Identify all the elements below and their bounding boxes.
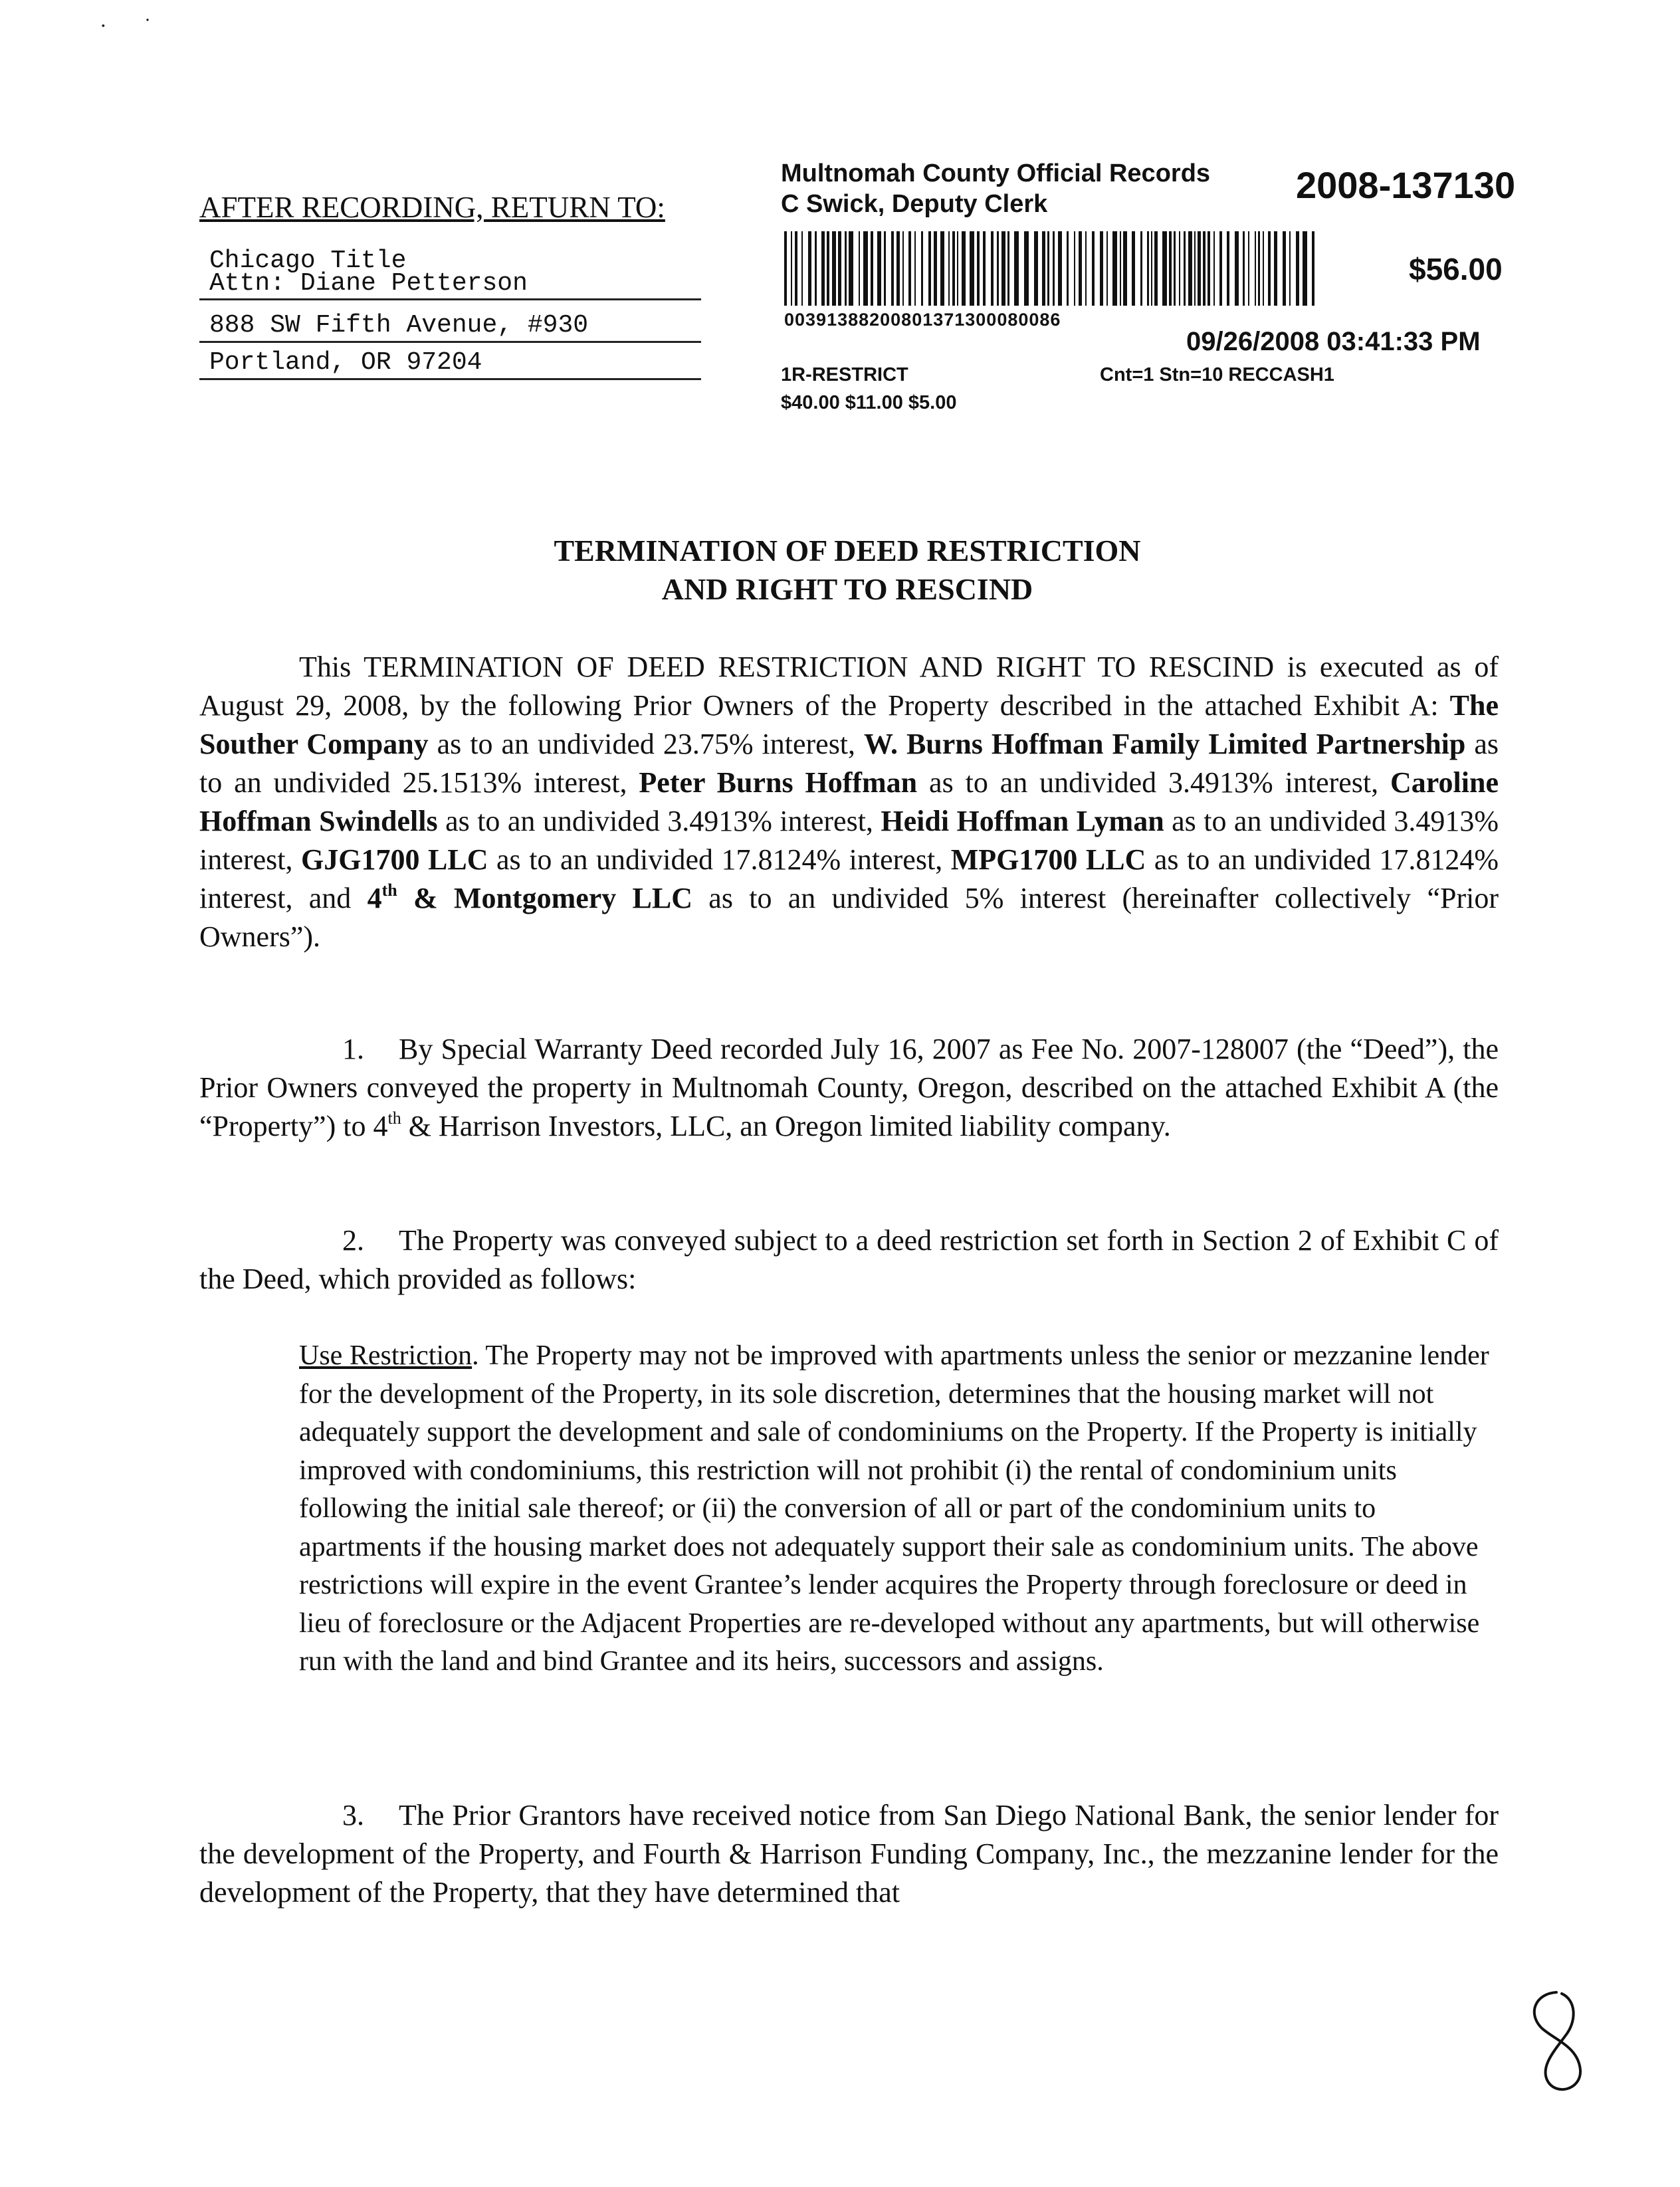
barcode-bar: [921, 231, 923, 306]
barcode-bar: [877, 231, 881, 306]
barcode-number: 00391388200801371300080086: [784, 310, 1061, 330]
barcode-bar: [845, 231, 847, 306]
paragraph-3-number: 3.: [342, 1799, 364, 1831]
barcode-bar: [1268, 231, 1271, 306]
barcode-bar: [997, 231, 999, 306]
barcode-bar: [1174, 231, 1176, 306]
barcode-bar: [871, 231, 873, 306]
barcode-bar: [791, 231, 792, 306]
barcode-bar: [1289, 231, 1291, 306]
use-restriction-heading: Use Restriction: [299, 1340, 472, 1371]
barcode-bar: [1203, 231, 1206, 306]
fee-total: $56.00: [1409, 252, 1503, 286]
paragraph-2: 2. The Property was conveyed subject to a deed restriction set forth in Section 2 of Exhibit C of the Deed, which provided as follows:: [199, 1221, 1499, 1299]
barcode-bar: [838, 231, 841, 306]
barcode-bar: [1194, 231, 1196, 306]
barcode-bar: [1208, 231, 1210, 306]
barcode-bar: [1283, 231, 1286, 306]
owner-2: W. Burns Hoffman Family Limited Partnership: [864, 728, 1466, 760]
barcode-bar: [1198, 231, 1201, 306]
use-restriction-quote: Use Restriction. The Property may not be improved with apartments unless the senior or mezzanine lender for the development of the Property, in its sole discretion, determines that the housing market will not adequately support the development and sale of condominiums on the Property. If the Property is initially improved with condominiums, this restriction will not prohibit (i) the rental of condominium units following the initial sale thereof; or (ii) the conversion of all or part of the condominium units to apartments if the housing market does not adequately support their sale as condominium units. The above restrictions will expire in the event Grantee’s lender acquires the Property through foreclosure or deed in lieu of foreclosure or the Adjacent Properties are re-developed without any apartments, but will otherwise run with the land and bind Grantee and its heirs, successors and assigns.: [299, 1340, 1489, 1677]
barcode-bar: [1258, 231, 1260, 306]
barcode-bar: [902, 231, 904, 306]
barcode-bar: [1169, 231, 1172, 306]
barcode-bar: [977, 231, 980, 306]
barcode-bar: [1047, 231, 1049, 306]
barcode-bar: [1085, 231, 1087, 306]
owner-7: MPG1700 LLC: [950, 843, 1146, 876]
barcode-bar: [1255, 231, 1256, 306]
owner-8: 4th & Montgomery LLC: [367, 881, 693, 914]
title-line-2: AND RIGHT TO RESCIND: [661, 572, 1033, 606]
barcode-bar: [1074, 231, 1075, 306]
barcode-bar: [1042, 231, 1045, 306]
barcode-bar: [896, 231, 900, 306]
barcode-bar: [952, 231, 955, 306]
barcode-bar: [884, 231, 886, 306]
owner-1: The Souther Company: [199, 689, 1499, 760]
barcode-bar: [1132, 231, 1135, 306]
owner-3: Peter Burns Hoffman: [639, 766, 918, 799]
barcode-bar: [1147, 231, 1149, 306]
barcode-bar: [970, 231, 974, 306]
paragraph-2-number: 2.: [342, 1224, 364, 1257]
barcode-bar: [849, 231, 853, 306]
owner-5: Heidi Hoffman Lyman: [881, 805, 1164, 837]
clerk-line: C Swick, Deputy Clerk: [781, 190, 1048, 218]
barcode-bar: [1001, 231, 1005, 306]
barcode-bar: [1024, 231, 1029, 306]
barcode-bar: [801, 231, 803, 306]
barcode-bar: [940, 231, 944, 306]
barcode-bar: [821, 231, 825, 306]
barcode-bar: [1188, 231, 1192, 306]
barcode-bar: [784, 231, 787, 306]
fees-breakdown: $40.00 $11.00 $5.00: [781, 392, 957, 413]
barcode-bar: [859, 231, 860, 306]
barcode-bar: [891, 231, 894, 306]
paragraph-1: 1. By Special Warranty Deed recorded July 16, 2007 as Fee No. 2007-128007 (the “Deed”), the Prior Owners conveyed the property in Multnomah County, Oregon, described on the attached Exhibit A (the “Property”) to 4th & Harrison Investors, LLC, an Oregon limited liability company.: [199, 1030, 1499, 1146]
barcode-bar: [1219, 231, 1222, 306]
recording-timestamp: 09/26/2008 03:41:33 PM: [1186, 327, 1481, 356]
barcode-bar: [1123, 231, 1127, 306]
barcode-bar: [934, 231, 937, 306]
barcode-bar: [1034, 231, 1038, 306]
barcode-bar: [1179, 231, 1180, 306]
scan-marks: · ˙: [100, 13, 152, 37]
barcode-bar: [1184, 231, 1186, 306]
barcode-bar: [1263, 231, 1264, 306]
paragraph-1-number: 1.: [342, 1033, 364, 1065]
barcode-bar: [962, 231, 966, 306]
barcode-bar: [1079, 231, 1082, 306]
barcode-bar: [1248, 231, 1249, 306]
return-address-line-1: Chicago Title: [209, 247, 407, 275]
barcode-bar: [928, 231, 931, 306]
barcode-bar: [1151, 231, 1152, 306]
return-address-name: [199, 247, 701, 300]
barcode-bar: [1140, 231, 1142, 306]
barcode-bar: [795, 231, 797, 306]
barcode-bar: [1235, 231, 1239, 306]
document-title: [199, 532, 1495, 609]
barcode-bar: [991, 231, 994, 306]
barcode-bar: [863, 231, 868, 306]
barcode-bar: [832, 231, 836, 306]
barcode-bar: [1058, 231, 1062, 306]
record-number: 2008-137130: [1296, 164, 1516, 206]
paragraph-3: 3. The Prior Grantors have received notice from San Diego National Bank, the senior lender for the development of the Property, and Fourth & Harrison Funding Company, Inc., the mezzanine lender for the development of the Property, that they have determined that: [199, 1796, 1499, 1912]
barcode-bar: [827, 231, 829, 306]
barcode-bar: [1014, 231, 1019, 306]
barcode-bar: [1112, 231, 1117, 306]
barcode-bar: [808, 231, 811, 306]
barcode-bar: [908, 231, 911, 306]
barcode-bar: [914, 231, 916, 306]
barcode-bar: [1100, 231, 1103, 306]
barcode-bar: [1154, 231, 1158, 306]
barcode-bar: [1213, 231, 1215, 306]
barcode-bar: [1274, 231, 1277, 306]
return-address-line-2: Attn: Diane Petterson: [209, 269, 528, 298]
barcode-bar: [1067, 231, 1069, 306]
return-address-line-3: 888 SW Fifth Avenue, #930: [199, 312, 701, 343]
barcode-bar: [1120, 231, 1121, 306]
handwritten-page-number: [1515, 1987, 1602, 2100]
county-records-line: Multnomah County Official Records: [781, 159, 1211, 187]
barcode-bar: [1092, 231, 1095, 306]
recording-stamp: [781, 158, 1210, 219]
barcode-bar: [983, 231, 986, 306]
owner-4: Caroline Hoffman Swindells: [199, 766, 1499, 837]
barcode: [784, 231, 1319, 306]
barcode-bar: [815, 231, 817, 306]
title-line-1: TERMINATION OF DEED RESTRICTION: [554, 534, 1141, 568]
station-info: Cnt=1 Stn=10 RECCASH1: [1100, 364, 1334, 385]
return-address-line-4: Portland, OR 97204: [199, 350, 701, 380]
return-heading: AFTER RECORDING, RETURN TO:: [199, 191, 665, 224]
barcode-bar: [1312, 231, 1314, 306]
barcode-bar: [1303, 231, 1307, 306]
owner-6: GJG1700 LLC: [301, 843, 488, 876]
barcode-bar: [957, 231, 958, 306]
barcode-bar: [1227, 231, 1229, 306]
barcode-bar: [1162, 231, 1167, 306]
barcode-bar: [1053, 231, 1055, 306]
restrict-code: 1R-RESTRICT: [781, 364, 908, 385]
barcode-bar: [1106, 231, 1108, 306]
barcode-bar: [1007, 231, 1009, 306]
barcode-bar: [948, 231, 950, 306]
intro-paragraph: This TERMINATION OF DEED RESTRICTION AND RIGHT TO RESCIND is executed as of August 29, 2008, by the following Prior Owners of the Property described in the attached Exhibit A: The Souther Company as to an undivided 23.75% interest, W. Burns Hoffman Family Limited Partnership as to an undivided 25.1513% interest, Peter Burns Hoffman as to an undivided 3.4913% interest, Caroline Hoffman Swindells as to an undivided 3.4913% interest, Heidi Hoffman Lyman as to an undivided 3.4913% interest, GJG1700 LLC as to an undivided 17.8124% interest, MPG1700 LLC as to an undivided 17.8124% interest, and 4th & Montgomery LLC as to an undivided 5% interest (hereinafter collectively “Prior Owners”).: [199, 651, 1499, 953]
barcode-bar: [1296, 231, 1299, 306]
barcode-bar: [1243, 231, 1245, 306]
